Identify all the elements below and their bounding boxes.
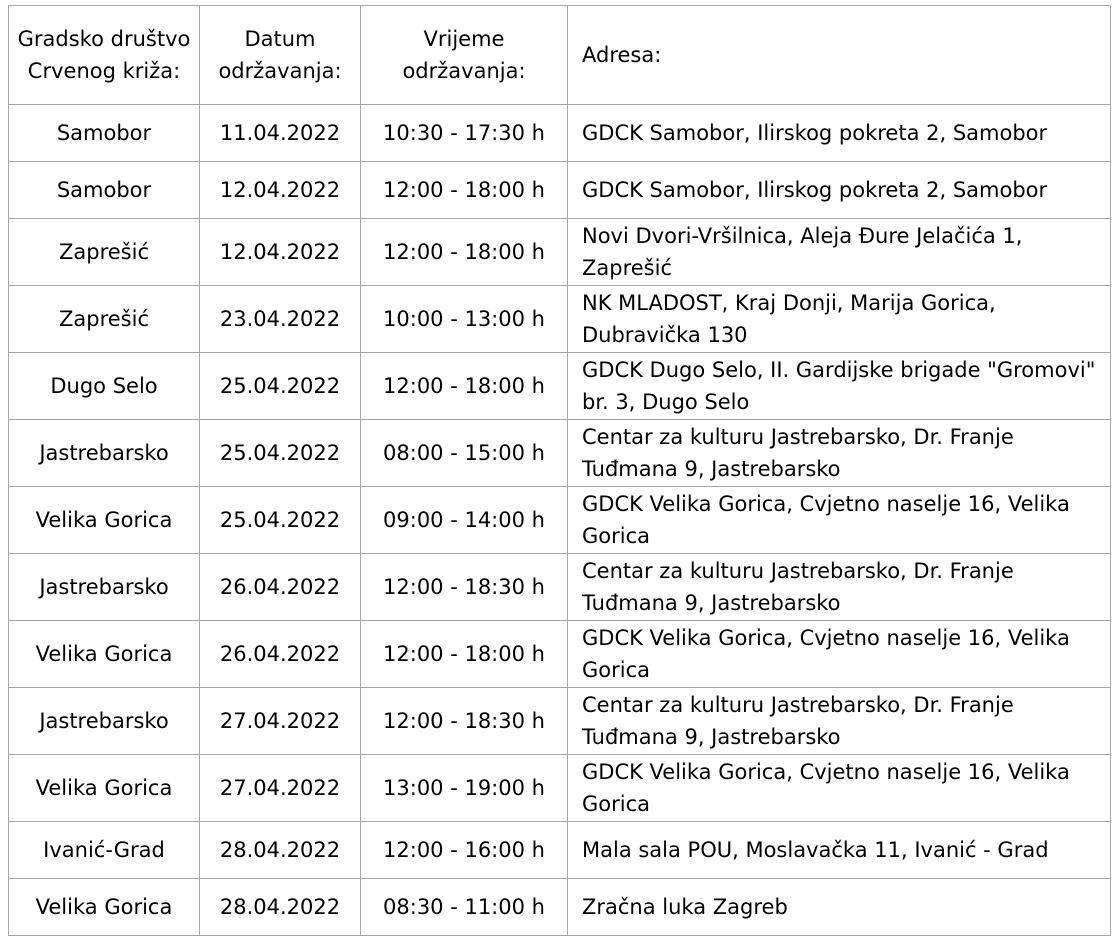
cell-society: Zaprešić <box>9 286 200 353</box>
cell-society: Jastrebarsko <box>9 420 200 487</box>
cell-society: Samobor <box>9 162 200 219</box>
cell-time: 08:30 - 11:00 h <box>361 879 568 936</box>
cell-time: 09:00 - 14:00 h <box>361 487 568 554</box>
cell-society: Jastrebarsko <box>9 554 200 621</box>
cell-society: Velika Gorica <box>9 487 200 554</box>
table-row <box>9 688 1111 755</box>
cell-address: NK MLADOST, Kraj Donji, Marija Gorica, Dubravička 130 <box>568 286 1111 353</box>
cell-address: GDCK Samobor, Ilirskog pokreta 2, Samobor <box>568 162 1111 219</box>
cell-address: GDCK Velika Gorica, Cvjetno naselje 16, Velika Gorica <box>568 487 1111 554</box>
cell-time: 13:00 - 19:00 h <box>361 755 568 822</box>
header-address: Adresa: <box>568 6 1111 105</box>
cell-address: GDCK Velika Gorica, Cvjetno naselje 16, Velika Gorica <box>568 755 1111 822</box>
cell-society: Velika Gorica <box>9 621 200 688</box>
cell-time: 12:00 - 18:30 h <box>361 554 568 621</box>
cell-date: 23.04.2022 <box>200 286 361 353</box>
header-society: Gradsko društvo Crvenog križa: <box>9 6 200 105</box>
cell-society: Velika Gorica <box>9 755 200 822</box>
table-row <box>9 219 1111 286</box>
cell-date: 25.04.2022 <box>200 353 361 420</box>
table-row <box>9 621 1111 688</box>
cell-society: Samobor <box>9 105 200 162</box>
cell-date: 26.04.2022 <box>200 621 361 688</box>
cell-address: GDCK Samobor, Ilirskog pokreta 2, Samobor <box>568 105 1111 162</box>
table-row <box>9 487 1111 554</box>
cell-address: Centar za kulturu Jastrebarsko, Dr. Franje Tuđmana 9, Jastrebarsko <box>568 554 1111 621</box>
cell-time: 12:00 - 18:00 h <box>361 353 568 420</box>
cell-address: Zračna luka Zagreb <box>568 879 1111 936</box>
schedule-table <box>8 5 1111 936</box>
cell-date: 25.04.2022 <box>200 420 361 487</box>
cell-address: Mala sala POU, Moslavačka 11, Ivanić - Grad <box>568 822 1111 879</box>
cell-society: Ivanić-Grad <box>9 822 200 879</box>
table-row <box>9 879 1111 936</box>
cell-society: Zaprešić <box>9 219 200 286</box>
cell-time: 12:00 - 18:00 h <box>361 219 568 286</box>
cell-date: 28.04.2022 <box>200 879 361 936</box>
cell-date: 12.04.2022 <box>200 162 361 219</box>
table-row <box>9 554 1111 621</box>
table-row <box>9 755 1111 822</box>
header-date: Datum održavanja: <box>200 6 361 105</box>
cell-time: 12:00 - 16:00 h <box>361 822 568 879</box>
cell-time: 10:30 - 17:30 h <box>361 105 568 162</box>
cell-date: 26.04.2022 <box>200 554 361 621</box>
cell-society: Jastrebarsko <box>9 688 200 755</box>
table-row <box>9 353 1111 420</box>
cell-address: GDCK Dugo Selo, II. Gardijske brigade "Gromovi" br. 3, Dugo Selo <box>568 353 1111 420</box>
table-row <box>9 286 1111 353</box>
cell-address: GDCK Velika Gorica, Cvjetno naselje 16, Velika Gorica <box>568 621 1111 688</box>
table-row <box>9 420 1111 487</box>
table-row <box>9 162 1111 219</box>
cell-date: 11.04.2022 <box>200 105 361 162</box>
cell-date: 25.04.2022 <box>200 487 361 554</box>
cell-time: 12:00 - 18:00 h <box>361 621 568 688</box>
cell-address: Novi Dvori-Vršilnica, Aleja Đure Jelačića 1, Zaprešić <box>568 219 1111 286</box>
cell-date: 12.04.2022 <box>200 219 361 286</box>
header-time: Vrijeme održavanja: <box>361 6 568 105</box>
cell-time: 12:00 - 18:00 h <box>361 162 568 219</box>
table-row <box>9 105 1111 162</box>
table-row <box>9 822 1111 879</box>
cell-time: 08:00 - 15:00 h <box>361 420 568 487</box>
cell-date: 27.04.2022 <box>200 755 361 822</box>
header-row <box>9 6 1111 105</box>
cell-address: Centar za kulturu Jastrebarsko, Dr. Franje Tuđmana 9, Jastrebarsko <box>568 688 1111 755</box>
cell-society: Dugo Selo <box>9 353 200 420</box>
cell-society: Velika Gorica <box>9 879 200 936</box>
cell-time: 10:00 - 13:00 h <box>361 286 568 353</box>
cell-date: 28.04.2022 <box>200 822 361 879</box>
cell-address: Centar za kulturu Jastrebarsko, Dr. Franje Tuđmana 9, Jastrebarsko <box>568 420 1111 487</box>
cell-time: 12:00 - 18:30 h <box>361 688 568 755</box>
cell-date: 27.04.2022 <box>200 688 361 755</box>
